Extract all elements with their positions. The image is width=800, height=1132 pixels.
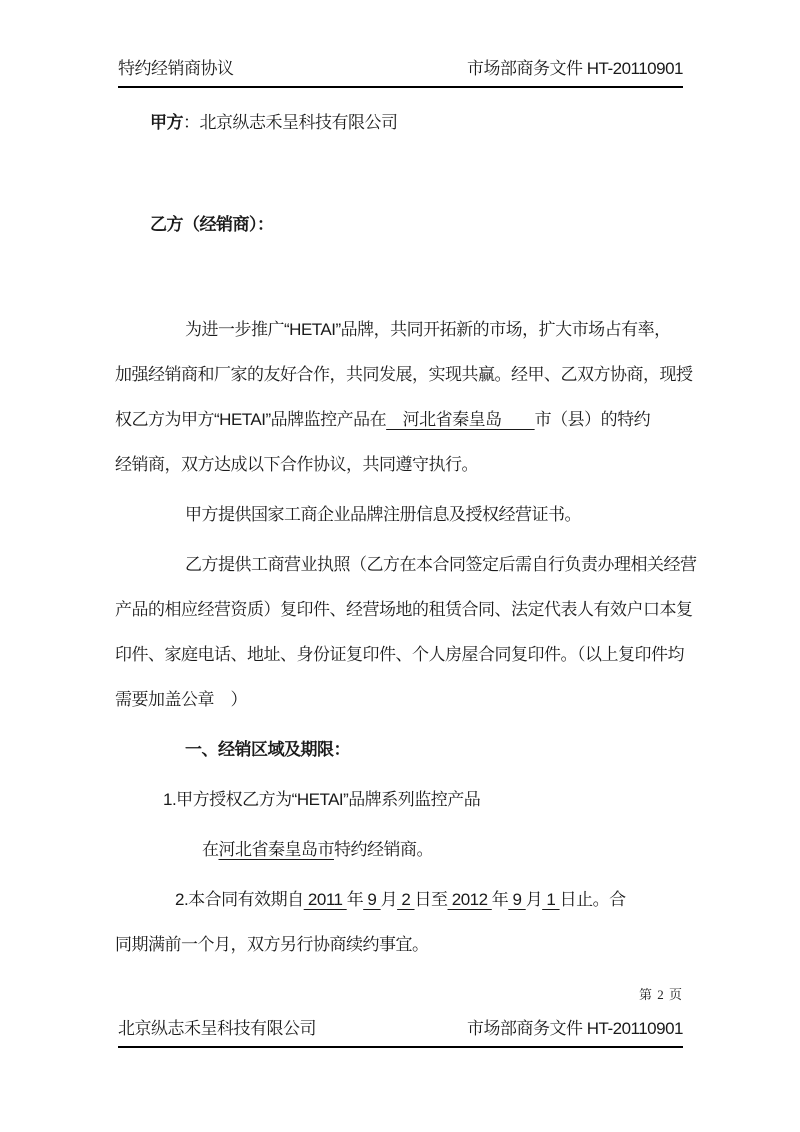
paragraph xyxy=(115,542,697,722)
document-line xyxy=(115,877,683,922)
party-b-line xyxy=(150,214,274,236)
text-segment: 年 xyxy=(491,890,509,909)
page-number: 第 2 页 xyxy=(638,987,683,1002)
document-line xyxy=(115,587,693,632)
text-segment: 权乙方为甲方“HETAI”品牌监控产品在 xyxy=(115,410,387,429)
document-line xyxy=(115,827,683,872)
fill-in-blank: 9 xyxy=(508,890,526,909)
document-line xyxy=(115,542,697,587)
party-a-label: 甲方 xyxy=(150,113,183,132)
fill-in-blank: 1 xyxy=(542,890,560,909)
text-segment: 乙方提供工商营业执照（乙方在本合同签定后需自行负责办理相关经营 xyxy=(185,555,697,574)
fill-in-blank: 2 xyxy=(397,890,415,909)
paragraph xyxy=(115,307,693,487)
document-line xyxy=(115,307,683,352)
text-segment: 甲方提供国家工商企业品牌注册信息及授权经营证书。 xyxy=(185,505,581,524)
text-segment: 2.本合同有效期自 xyxy=(175,890,304,909)
text-segment: 产品的相应经营资质）复印件、经营场地的租赁合同、法定代表人有效户口本复 xyxy=(115,600,693,619)
document-line xyxy=(115,397,683,442)
text-segment: 日至 xyxy=(414,890,448,909)
document-line xyxy=(115,352,693,397)
paragraph xyxy=(115,492,683,537)
paragraph xyxy=(115,827,683,872)
fill-in-blank: 2011 xyxy=(303,890,347,909)
text-segment: 月 xyxy=(525,890,543,909)
paragraph xyxy=(115,877,683,967)
page-footer xyxy=(118,1018,683,1048)
text-segment: 同期满前一个月，双方另行协商续约事宜。 xyxy=(115,935,429,954)
fill-in-blank: 河北省秦皇岛市 xyxy=(218,840,334,859)
text-segment: 年 xyxy=(346,890,364,909)
document-line xyxy=(115,777,683,822)
document-line xyxy=(115,632,683,677)
footer-doc-id: 市场部商务文件 HT-20110901 xyxy=(467,1019,683,1038)
text-segment: 为进一步推广“HETAI”品牌，共同开拓新的市场，扩大市场占有率， xyxy=(185,320,671,339)
document-line xyxy=(115,442,683,487)
page-header xyxy=(118,58,683,88)
footer-company: 北京纵志禾呈科技有限公司 xyxy=(118,1019,316,1038)
text-segment: 需要加盖公章 ） xyxy=(115,690,247,709)
paragraph xyxy=(115,727,683,772)
document-body xyxy=(115,307,697,967)
fill-in-blank: 河北省秦皇岛 xyxy=(386,410,535,429)
paragraph xyxy=(115,777,683,822)
fill-in-blank: 2012 xyxy=(447,890,492,909)
document-line xyxy=(115,492,683,537)
text-segment: 经销商，双方达成以下合作协议，共同遵守执行。 xyxy=(115,455,478,474)
fill-in-blank: 9 xyxy=(363,890,381,909)
text-segment: 日止。合 xyxy=(559,890,626,909)
text-segment: 在 xyxy=(202,840,219,859)
header-title: 特约经销商协议 xyxy=(118,59,234,78)
document-line xyxy=(115,727,683,772)
text-segment: 1.甲方授权乙方为“HETAI”品牌系列监控产品 xyxy=(163,790,481,809)
text-segment: 加强经销商和厂家的友好合作，共同发展，实现共赢。经甲、乙双方协商，现授 xyxy=(115,365,693,384)
text-segment: 印件、家庭电话、地址、身份证复印件、个人房屋合同复印件。（以上复印件均 xyxy=(115,645,684,664)
text-segment: 一、经销区域及期限： xyxy=(185,740,350,759)
header-doc-id: 市场部商务文件 HT-20110901 xyxy=(467,59,683,78)
text-segment: 特约经销商。 xyxy=(334,840,433,859)
text-segment: 市（县）的特约 xyxy=(534,410,651,429)
party-b-label: 乙方（经销商）： xyxy=(150,215,274,234)
document-line xyxy=(115,677,683,722)
document-line xyxy=(115,922,683,967)
party-a-line xyxy=(150,112,398,134)
text-segment: 月 xyxy=(380,890,398,909)
party-a-value: ：北京纵志禾呈科技有限公司 xyxy=(183,113,398,132)
